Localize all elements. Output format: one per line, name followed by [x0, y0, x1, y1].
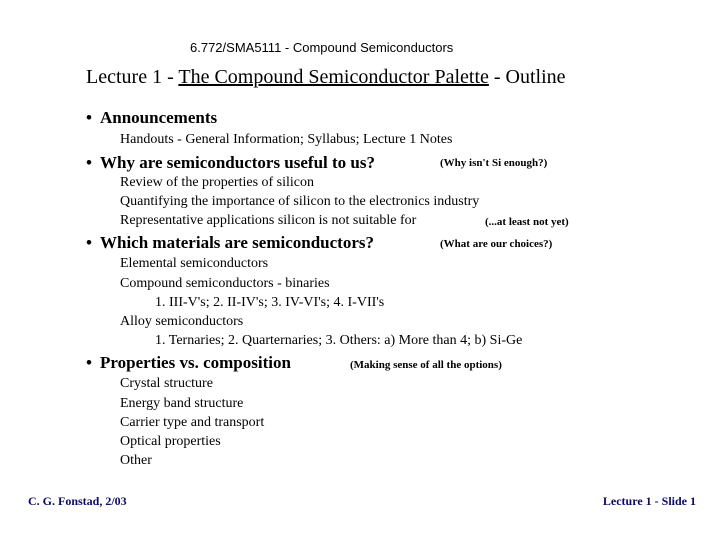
bullet-note: (Making sense of all the options) [350, 359, 502, 371]
title-underlined: The Compound Semiconductor Palette [178, 66, 489, 88]
bullet-heading: Which materials are semiconductors? [100, 233, 375, 252]
sub-line: Optical properties [120, 434, 221, 449]
slide-title [86, 66, 566, 89]
sub-line: Carrier type and transport [120, 415, 265, 430]
bullet-which [86, 233, 374, 253]
sub-line-indented: 1. Ternaries; 2. Quarternaries; 3. Others: a) More than 4; b) Si-Ge [155, 333, 523, 348]
footer-slide-number: Lecture 1 - Slide 1 [602, 494, 696, 508]
bullet-properties [86, 353, 291, 373]
sub-line: Energy band structure [120, 396, 244, 411]
footer-author: C. G. Fonstad, 2/03 [28, 494, 127, 508]
bullet-heading: Announcements [100, 108, 218, 127]
sub-line-indented: 1. III-V's; 2. II-IV's; 3. IV-VI's; 4. I-VII's [155, 295, 385, 310]
bullet-why [86, 153, 375, 173]
bullet-heading: Why are semiconductors useful to us? [100, 153, 375, 172]
bullet-dot: • [86, 153, 92, 172]
sub-line: Elemental semiconductors [120, 256, 269, 271]
title-suffix: - Outline [488, 66, 566, 88]
title-prefix: Lecture 1 - [86, 66, 179, 88]
sub-line: Other [120, 453, 152, 468]
bullet-announcements [86, 108, 217, 128]
bullet-dot: • [86, 108, 92, 127]
sub-line: Representative applications silicon is not suitable for [120, 213, 417, 228]
bullet-note: (What are our choices?) [440, 238, 553, 250]
bullet-heading: Properties vs. composition [100, 353, 291, 372]
bullet-dot: • [86, 233, 92, 252]
bullet-note: (Why isn't Si enough?) [440, 157, 548, 169]
sub-line: Review of the properties of silicon [120, 175, 315, 190]
sub-line: Handouts - General Information; Syllabus; Lecture 1 Notes [120, 132, 453, 147]
sub-line: Quantifying the importance of silicon to the electronics industry [120, 194, 480, 209]
bullet-dot: • [86, 353, 92, 372]
sub-line: Crystal structure [120, 376, 213, 391]
sub-line: Compound semiconductors - binaries [120, 276, 330, 291]
course-header: 6.772/SMA5111 - Compound Semiconductors [190, 40, 454, 55]
sub-line: Alloy semiconductors [120, 314, 244, 329]
sub-line-note: (...at least not yet) [485, 216, 569, 228]
